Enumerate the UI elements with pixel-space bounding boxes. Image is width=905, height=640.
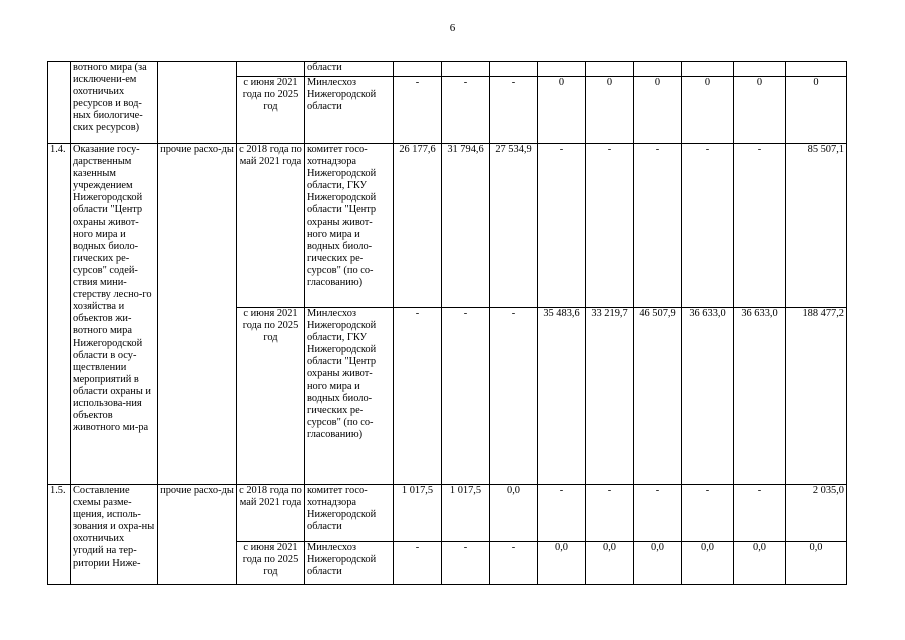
row-number: 1.5. [48, 485, 71, 585]
value-cell: - [634, 485, 682, 542]
measure-name: Составление схемы разме-щения, исполь-зования и охра-ны охотничьих угодий на тер-ритории Ниже- [71, 485, 158, 585]
value-cell: - [734, 485, 786, 542]
executor-cell: комитет госо-хотнадзора Нижегородской области [305, 485, 394, 542]
value-cell: - [394, 77, 442, 144]
table-row [48, 485, 847, 542]
period-cell: с июня 2021 года по 2025 год [237, 77, 305, 144]
row-number [48, 62, 71, 144]
value-cell [586, 62, 634, 77]
executor-cell: Минлесхоз Нижегородской области, ГКУ Нижегородской области "Центр охраны живот-ного мира и водных биоло-гических ре-сурсов" (по со-гласованию) [305, 308, 394, 485]
period-cell: с 2018 года по май 2021 года [237, 485, 305, 542]
cost-type [158, 62, 237, 144]
value-cell: - [586, 144, 634, 308]
value-cell: 0 [538, 77, 586, 144]
value-cell: - [442, 542, 490, 585]
value-cell: - [490, 77, 538, 144]
value-cell: 0,0 [634, 542, 682, 585]
value-cell: 1 017,5 [442, 485, 490, 542]
value-cell: 0,0 [538, 542, 586, 585]
value-cell: 85 507,1 [786, 144, 847, 308]
value-cell: 33 219,7 [586, 308, 634, 485]
value-cell: 27 534,9 [490, 144, 538, 308]
value-cell: - [538, 144, 586, 308]
value-cell [682, 62, 734, 77]
table-row [48, 144, 847, 308]
value-cell: 0 [586, 77, 634, 144]
measure-name: вотного мира (за исключени-ем охотничьих ресурсов и вод-ных биологиче-ских ресурсов) [71, 62, 158, 144]
value-cell: 0,0 [734, 542, 786, 585]
cost-type: прочие расхо-ды [158, 485, 237, 585]
value-cell: - [586, 485, 634, 542]
value-cell [394, 62, 442, 77]
value-cell: - [682, 144, 734, 308]
value-cell: 188 477,2 [786, 308, 847, 485]
value-cell: 0 [734, 77, 786, 144]
page-number: 6 [449, 22, 456, 34]
period-cell: с июня 2021 года по 2025 год [237, 308, 305, 485]
value-cell: 0 [682, 77, 734, 144]
value-cell: - [490, 308, 538, 485]
budget-table [47, 61, 847, 585]
value-cell: 0,0 [682, 542, 734, 585]
table-row [48, 62, 847, 77]
value-cell: 0,0 [490, 485, 538, 542]
period-cell: с июня 2021 года по 2025 год [237, 542, 305, 585]
period-cell: с 2018 года по май 2021 года [237, 144, 305, 308]
value-cell [490, 62, 538, 77]
value-cell: 36 633,0 [734, 308, 786, 485]
cost-type: прочие расхо-ды [158, 144, 237, 485]
value-cell: 26 177,6 [394, 144, 442, 308]
row-number: 1.4. [48, 144, 71, 485]
value-cell: - [394, 542, 442, 585]
value-cell: 0 [634, 77, 682, 144]
value-cell: - [734, 144, 786, 308]
value-cell: 35 483,6 [538, 308, 586, 485]
executor-cell: Минлесхоз Нижегородской области [305, 77, 394, 144]
value-cell: - [442, 308, 490, 485]
value-cell [442, 62, 490, 77]
value-cell: 36 633,0 [682, 308, 734, 485]
value-cell [786, 62, 847, 77]
value-cell: 0,0 [586, 542, 634, 585]
value-cell: 46 507,9 [634, 308, 682, 485]
value-cell: - [538, 485, 586, 542]
value-cell: 1 017,5 [394, 485, 442, 542]
period-cell [237, 62, 305, 77]
value-cell: 0 [786, 77, 847, 144]
executor-cell: области [305, 62, 394, 77]
value-cell [538, 62, 586, 77]
value-cell: - [682, 485, 734, 542]
value-cell: - [634, 144, 682, 308]
executor-cell: Минлесхоз Нижегородской области [305, 542, 394, 585]
value-cell [634, 62, 682, 77]
value-cell: - [442, 77, 490, 144]
value-cell [734, 62, 786, 77]
value-cell: 31 794,6 [442, 144, 490, 308]
value-cell: - [490, 542, 538, 585]
value-cell: - [394, 308, 442, 485]
executor-cell: комитет госо-хотнадзора Нижегородской области, ГКУ Нижегородской области "Центр охраны живот-ного мира и водных биоло-гических ре-сурсов" (по со-гласованию) [305, 144, 394, 308]
measure-name: Оказание госу-дарственным казенным учреждением Нижегородской области "Центр охраны живот-ного мира и водных биоло-гических ре-сурсов" содей-ствия мини-стерству лесно-го хозяйства и объектов жи-вотного мира Нижегородской области в осу-ществлении мероприятий в области охраны и использова-ния объектов животного ми-ра [71, 144, 158, 485]
value-cell: 0,0 [786, 542, 847, 585]
value-cell: 2 035,0 [786, 485, 847, 542]
